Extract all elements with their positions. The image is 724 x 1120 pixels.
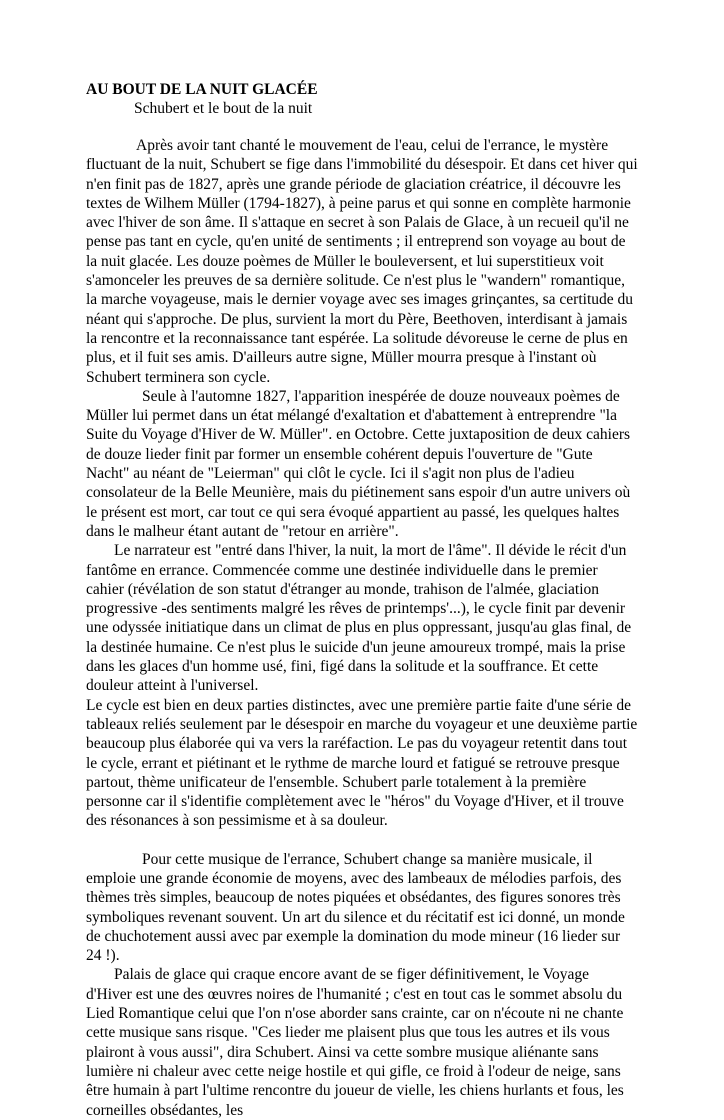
paragraph-gap [86, 831, 638, 850]
paragraph-4: Le cycle est bien en deux parties distinctes, avec une première partie faite d'une série de tableaux reliés seulement par le désespoir en marche du voyageur et une deuxième partie beaucoup plus élaborée qui va vers la raréfaction. Le pas du voyageur retentit dans tout le cycle, errant et piétinant et le rythme de marche lourd et fatigué se retrouve presque partout, thème unificateur de l'ensemble. Schubert parle totalement à la première personne car il s'identifie complètement avec le "héros" du Voyage d'Hiver, et il trouve des résonances à son pessimisme et à sa douleur. [86, 696, 638, 830]
document-subtitle: Schubert et le bout de la nuit [134, 100, 313, 117]
paragraph-3: Le narrateur est "entré dans l'hiver, la nuit, la mort de l'âme". Il dévide le récit d'un fantôme en errance. Commencée comme une destinée individuelle dans le premier cahier (révélation de son statut d'étranger au monde, trahison de l'almée, glaciation progressive -des sentiments malgré les rêves de printemps'...), le cycle finit par devenir une odyssée initiatique dans un climat de plus en plus oppressant, jusqu'au glas final, de la destinée humaine. Ce n'est plus le suicide d'un jeune amoureux trompé, mais la prise dans les glaces d'un homme usé, fini, figé dans la solitude et la souffrance. Et cette douleur atteint à l'universel. [86, 542, 632, 695]
paragraph-6: Palais de glace qui craque encore avant de se figer définitivement, le Voyage d'Hiver est une des œuvres noires de l'humanité ; c'est en tout cas le sommet absolu du Lied Romantique celui que l'on n'ose aborder sans crainte, car on n'écoute ni ne chante cette musique sans risque. "Ces lieder me plaisent plus que tous les autres et ils vous plairont à vous aussi", dira Schubert. Ainsi va cette sombre musique aliénante sans lumière ni chaleur avec cette neige hostile et qui gifle, ce froid à l'odeur de neige, sans être humain à part l'ultime rencontre du joueur de vielle, les chiens hurlants et fous, les corneilles obsédantes, les [86, 966, 624, 1119]
document-body [86, 136, 638, 1120]
paragraph-2: Seule à l'automne 1827, l'apparition inespérée de douze nouveaux poèmes de Müller lui permet dans un état mélangé d'exaltation et d'abattement à entreprendre "la Suite du Voyage d'Hiver de W. Müller". en Octobre. Cette juxtaposition de deux cahiers de douze lieder finit par former un ensemble cohérent depuis l'ouverture de "Gute Nacht" au néant de "Leierman" qui clôt le cycle. Ici il s'agit non plus de l'adieu consolateur de la Belle Meunière, mais du piétinement sans espoir d'un autre univers où le présent est mort, car tout ce qui sera évoqué appartient au passé, les quelques haltes dans le malheur étant autant de "retour en arrière". [86, 387, 631, 540]
paragraph-5: Pour cette musique de l'errance, Schubert change sa manière musicale, il emploie une grande économie de moyens, avec des lambeaux de mélodies parfois, des thèmes très simples, beaucoup de notes piquées et obsédantes, des figures sonores très symboliques revenant souvent. Un art du silence et du récitatif est ici donné, un monde de chuchotement aussi avec par exemple la domination du mode mineur (16 lieder sur 24 !). [86, 850, 625, 965]
paragraph-1: Après avoir tant chanté le mouvement de l'eau, celui de l'errance, le mystère fluctuant de la nuit, Schubert se fige dans l'immobilité du désespoir. Et dans cet hiver qui n'en finit pas de 1827, après une grande période de glaciation créatrice, il découvre les textes de Wilhem Müller (1794-1827), à peine parus et qui sonne en complète harmonie avec l'hiver de son âme. Il s'attaque en secret à son Palais de Glace, à un recueil qu'il ne pense pas tant en cycle, qu'en unité de sentiments ; il entreprend son voyage au bout de la nuit glacée. Les douze poèmes de Müller le bouleversent, et lui superstitieux voit s'amonceler les preuves de sa dernière solitude. Ce n'est plus le "wandern" romantique, la marche voyageuse, mais le dernier voyage avec ses images grinçantes, sa certitude du néant qui s'approche. De plus, survient la mort du Père, Beethoven, interdisant à jamais la rencontre et la reconnaissance tant espérée. La solitude dévoreuse le cerne de plus en plus, et il fuit ses amis. D'ailleurs autre signe, Müller mourra presque à l'instant où Schubert terminera son cycle. [86, 137, 638, 386]
document-title: AU BOUT DE LA NUIT GLACÉE [86, 81, 318, 98]
